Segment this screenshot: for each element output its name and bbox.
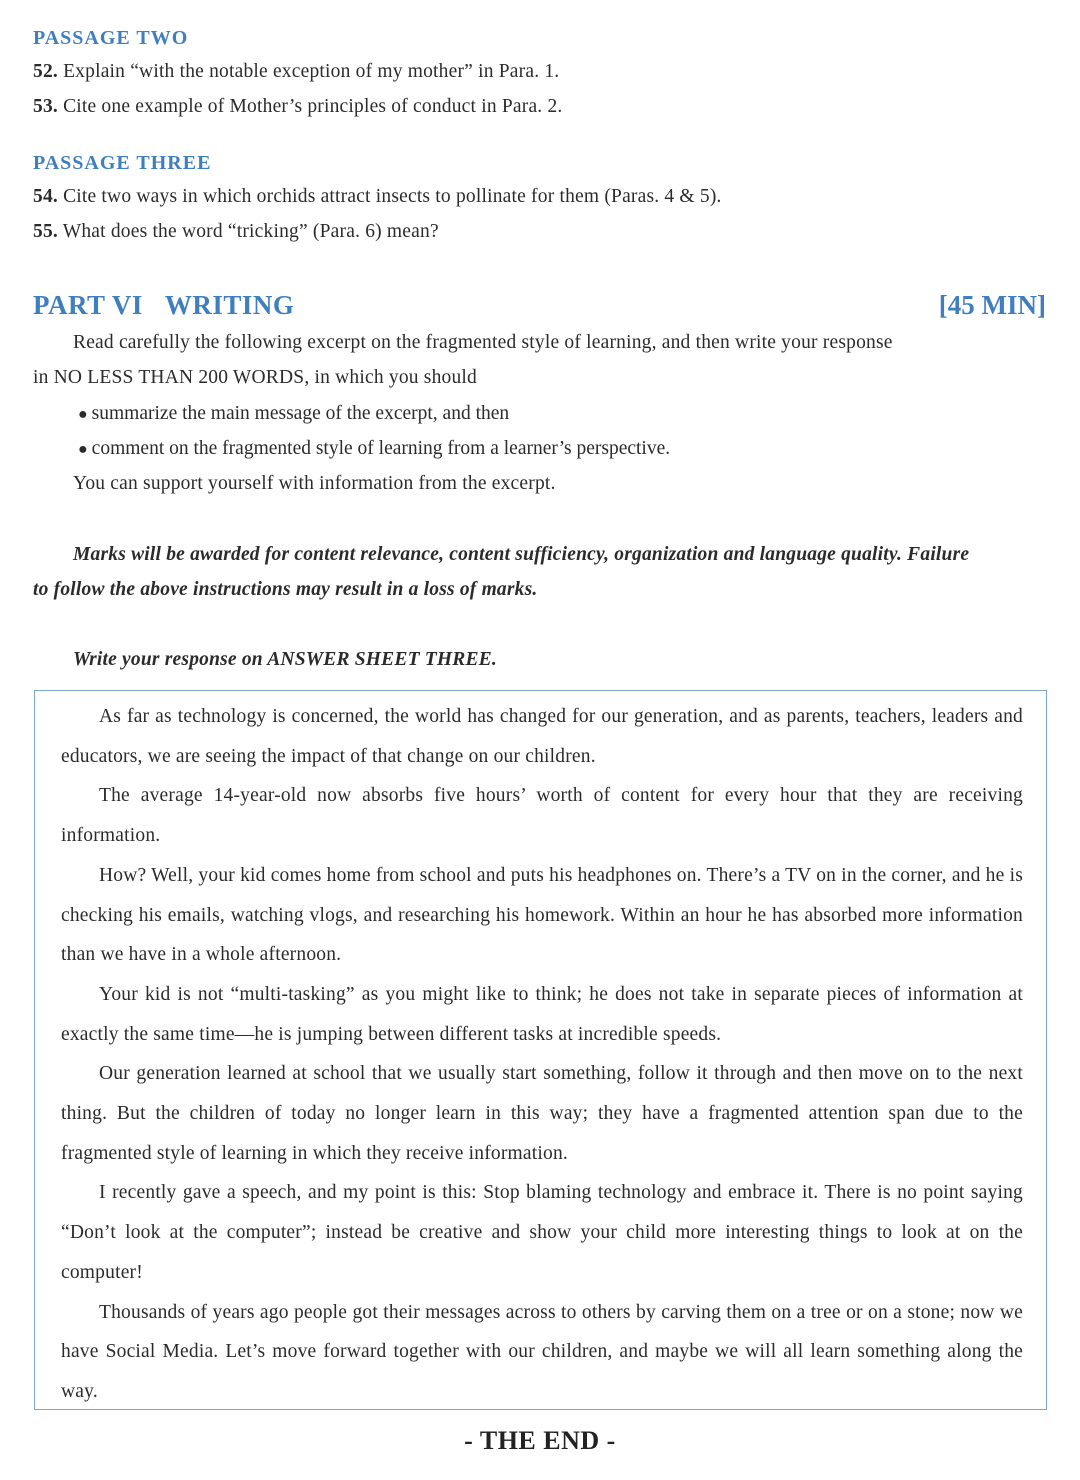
excerpt-paragraph: As far as technology is concerned, the world has changed for our generation, and as parents, teachers, leaders and educators, we are seeing the impact of that change on our children. <box>61 706 1023 767</box>
question-text: What does the word “tricking” (Para. 6) mean? <box>62 221 439 242</box>
instruction-bullet <box>78 438 670 460</box>
excerpt-paragraph: The average 14-year-old now absorbs five hours’ worth of content for every hour that they are receiving information. <box>61 785 1023 847</box>
part-six-time: [45 MIN] <box>938 290 1046 320</box>
excerpt-paragraph: Our generation learned at school that we usually start something, follow it through and then move on to the next thing. But the children of today no longer learn in this way; they have a fragmented attention span due to the fragmented style of learning in which they receive information. <box>61 1063 1023 1164</box>
question-53 <box>33 96 562 118</box>
the-end-footer: - THE END - <box>464 1426 616 1455</box>
instruction-line-2: in NO LESS THAN 200 WORDS, in which you should <box>33 367 477 388</box>
part-name: WRITING <box>164 290 295 320</box>
question-52 <box>33 61 559 83</box>
question-55 <box>33 221 439 243</box>
passage-two-heading: PASSAGE TWO <box>33 27 189 49</box>
part-label: PART VI <box>33 290 143 320</box>
support-line: You can support yourself with information from the excerpt. <box>73 473 556 494</box>
question-number: 52. <box>33 61 58 82</box>
marks-line-1: Marks will be awarded for content relevance, content sufficiency, organization and language quality. Failure <box>73 544 970 565</box>
part-six-title <box>33 290 294 321</box>
excerpt-paragraph: Your kid is not “multi-tasking” as you might like to think; he does not take in separate pieces of information at exactly the same time—he is jumping between different tasks at incredible speeds. <box>61 983 1023 1045</box>
answer-sheet-instruction: Write your response on ANSWER SHEET THREE. <box>73 649 497 670</box>
question-54 <box>33 186 722 208</box>
instruction-bullet <box>78 403 509 425</box>
question-text: Cite two ways in which orchids attract insects to pollinate for them (Paras. 4 & 5). <box>63 186 722 207</box>
question-number: 53. <box>33 96 58 117</box>
question-number: 55. <box>33 221 58 242</box>
instruction-line-1: Read carefully the following excerpt on the fragmented style of learning, and then write your response <box>73 332 893 353</box>
excerpt-text <box>61 697 1023 1412</box>
bullet-icon: ● <box>78 441 88 458</box>
bullet-text: summarize the main message of the excerpt, and then <box>91 403 510 424</box>
question-number: 54. <box>33 186 58 207</box>
question-text: Explain “with the notable exception of my mother” in Para. 1. <box>63 61 560 82</box>
bullet-icon: ● <box>78 406 88 423</box>
marks-line-2: to follow the above instructions may result in a loss of marks. <box>33 579 538 600</box>
passage-three-heading: PASSAGE THREE <box>33 152 212 174</box>
excerpt-paragraph: Thousands of years ago people got their messages across to others by carving them on a tree or on a stone; now we have Social Media. Let’s move forward together with our children, and maybe we will all learn something along the way. <box>61 1301 1023 1402</box>
bullet-text: comment on the fragmented style of learning from a learner’s perspective. <box>91 438 671 459</box>
excerpt-paragraph: I recently gave a speech, and my point is this: Stop blaming technology and embrace it. There is no point saying “Don’t look at the computer”; instead be creative and show your child more interesting things to look at on the computer! <box>61 1182 1023 1283</box>
excerpt-box <box>34 690 1047 1410</box>
question-text: Cite one example of Mother’s principles of conduct in Para. 2. <box>63 96 563 117</box>
excerpt-paragraph: How? Well, your kid comes home from school and puts his headphones on. There’s a TV on in the corner, and he is checking his emails, watching vlogs, and researching his homework. Within an hour he has absorbed more information than we have in a whole afternoon. <box>61 864 1023 966</box>
